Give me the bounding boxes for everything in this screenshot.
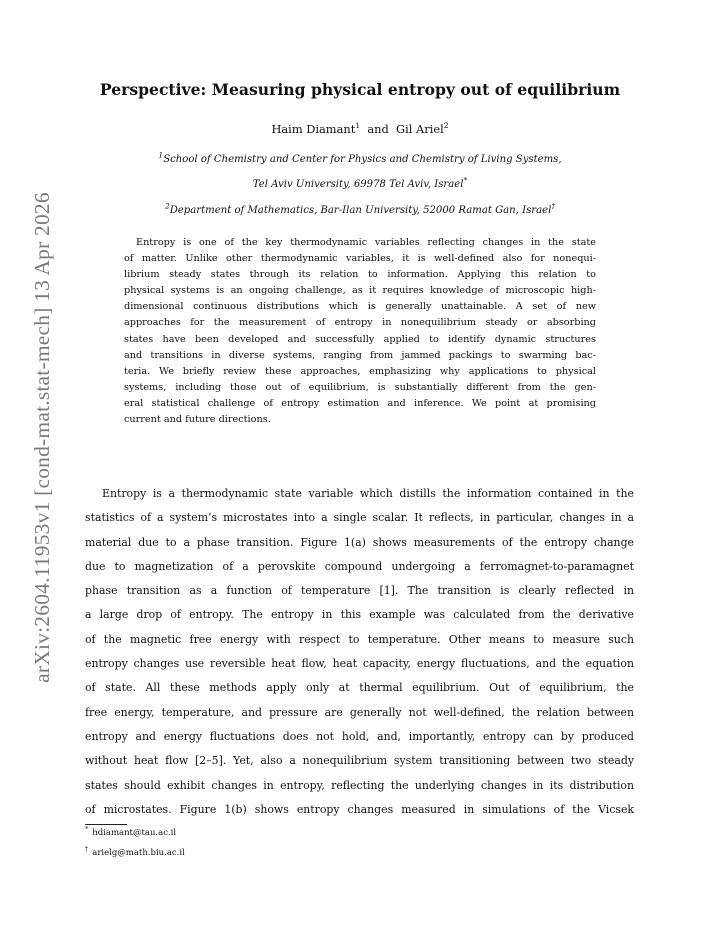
body-line: of microstates. Figure 1(b) shows entropy changes measured in simulations of the Vicsek	[85, 802, 634, 816]
footnote-marker: †	[85, 845, 89, 854]
abstract-line: dimensional continuous distributions which is generally unattainable. A set of new	[124, 301, 596, 313]
affiliation-text: Tel Aviv University, 69978 Tel Aviv, Israel	[252, 179, 464, 190]
footnote-divider	[85, 824, 127, 825]
abstract-line: systems, including those out of equilibrium, is substantially different from the gen-	[124, 381, 596, 393]
body-line: a large drop of entropy. The entropy in this example was calculated from the derivative	[85, 608, 634, 622]
abstract-line: of matter. Unlike other thermodynamic variables, it is well-defined also for nonequi-	[124, 253, 596, 265]
affiliation-2	[0, 201, 720, 216]
abstract-line: states have been developed and successfully applied to identify dynamic structures	[124, 333, 596, 345]
author-conjunction: and	[367, 122, 389, 136]
body-line: Entropy is a thermodynamic state variable which distills the information contained in the	[102, 487, 634, 500]
arxiv-identifier-text: arXiv:2604.11953v1 [cond-mat.stat-mech] 13 Apr 2026	[29, 191, 54, 683]
body-line: entropy changes use reversible heat flow, heat capacity, energy fluctuations, and the equation	[85, 657, 634, 671]
abstract-line: librium steady states through its relation to information. Applying this relation to	[124, 269, 596, 281]
abstract-line: and transitions in diverse systems, ranging from jammed packings to swarming bac-	[124, 349, 596, 361]
footnote-marker: *	[463, 175, 468, 185]
body-line: without heat flow [2–5]. Yet, also a nonequilibrium system transitioning between two steady	[85, 754, 634, 768]
footnote-email-2	[85, 845, 185, 858]
abstract-line: eral statistical challenge of entropy estimation and inference. We point at promising	[124, 397, 596, 409]
affiliation-marker: 2	[164, 201, 170, 211]
arxiv-identifier-stamp	[22, 191, 62, 683]
abstract	[124, 235, 596, 428]
body-paragraph	[85, 482, 634, 822]
abstract-line: Entropy is one of the key thermodynamic variables reflecting changes in the state	[136, 237, 596, 248]
affiliation-1-line-1	[0, 150, 720, 165]
affiliation-1-line-2	[0, 175, 720, 190]
footnote-text: arielg@math.biu.ac.il	[92, 848, 185, 858]
affiliation-text: Department of Mathematics, Bar-Ilan University, 52000 Ramat Gan, Israel	[169, 205, 552, 216]
body-line: states should exhibit changes in entropy, reflecting the underlying changes in its distribution	[85, 778, 634, 792]
affiliation-text: School of Chemistry and Center for Physics and Chemistry of Living Systems,	[163, 154, 562, 165]
body-line: of state. All these methods apply only at thermal equilibrium. Out of equilibrium, the	[85, 681, 634, 695]
body-line: statistics of a system’s microstates into a single scalar. It reflects, in particular, changes in a	[85, 511, 634, 525]
footnote-text: hdiamant@tau.ac.il	[92, 828, 177, 838]
affiliation-marker: 1	[158, 150, 164, 160]
body-line: of the magnetic free energy with respect to temperature. Other means to measure such	[85, 632, 634, 646]
body-line: entropy and energy fluctuations does not hold, and, importantly, entropy can by produced	[85, 729, 634, 743]
author-name: Gil Ariel	[396, 122, 444, 136]
body-line: material due to a phase transition. Figure 1(a) shows measurements of the entropy change	[85, 535, 634, 549]
footnote-email-1	[85, 825, 177, 838]
body-line: phase transition as a function of temperature [1]. The transition is clearly reflected in	[85, 584, 634, 598]
author-line	[0, 122, 720, 136]
abstract-line: approaches for the measurement of entropy in nonequilibrium steady or absorbing	[124, 317, 596, 329]
author-affiliation-marker: 1	[355, 121, 361, 131]
paper-title: Perspective: Measuring physical entropy out of equilibrium	[99, 80, 621, 99]
body-line: due to magnetization of a perovskite compound undergoing a ferromagnet-to-paramagnet	[85, 559, 634, 573]
body-line: free energy, temperature, and pressure are generally not well-defined, the relation between	[85, 705, 634, 719]
abstract-line: teria. We briefly review these approaches, emphasizing why applications to physical	[124, 365, 596, 377]
footnote-marker: *	[85, 825, 89, 834]
author-name: Haim Diamant	[271, 122, 356, 136]
author-affiliation-marker: 2	[443, 121, 449, 131]
footnote-marker: †	[551, 201, 556, 211]
abstract-line: physical systems is an ongoing challenge, as it requires knowledge of microscopic high-	[124, 285, 596, 297]
abstract-line: current and future directions.	[124, 414, 271, 426]
